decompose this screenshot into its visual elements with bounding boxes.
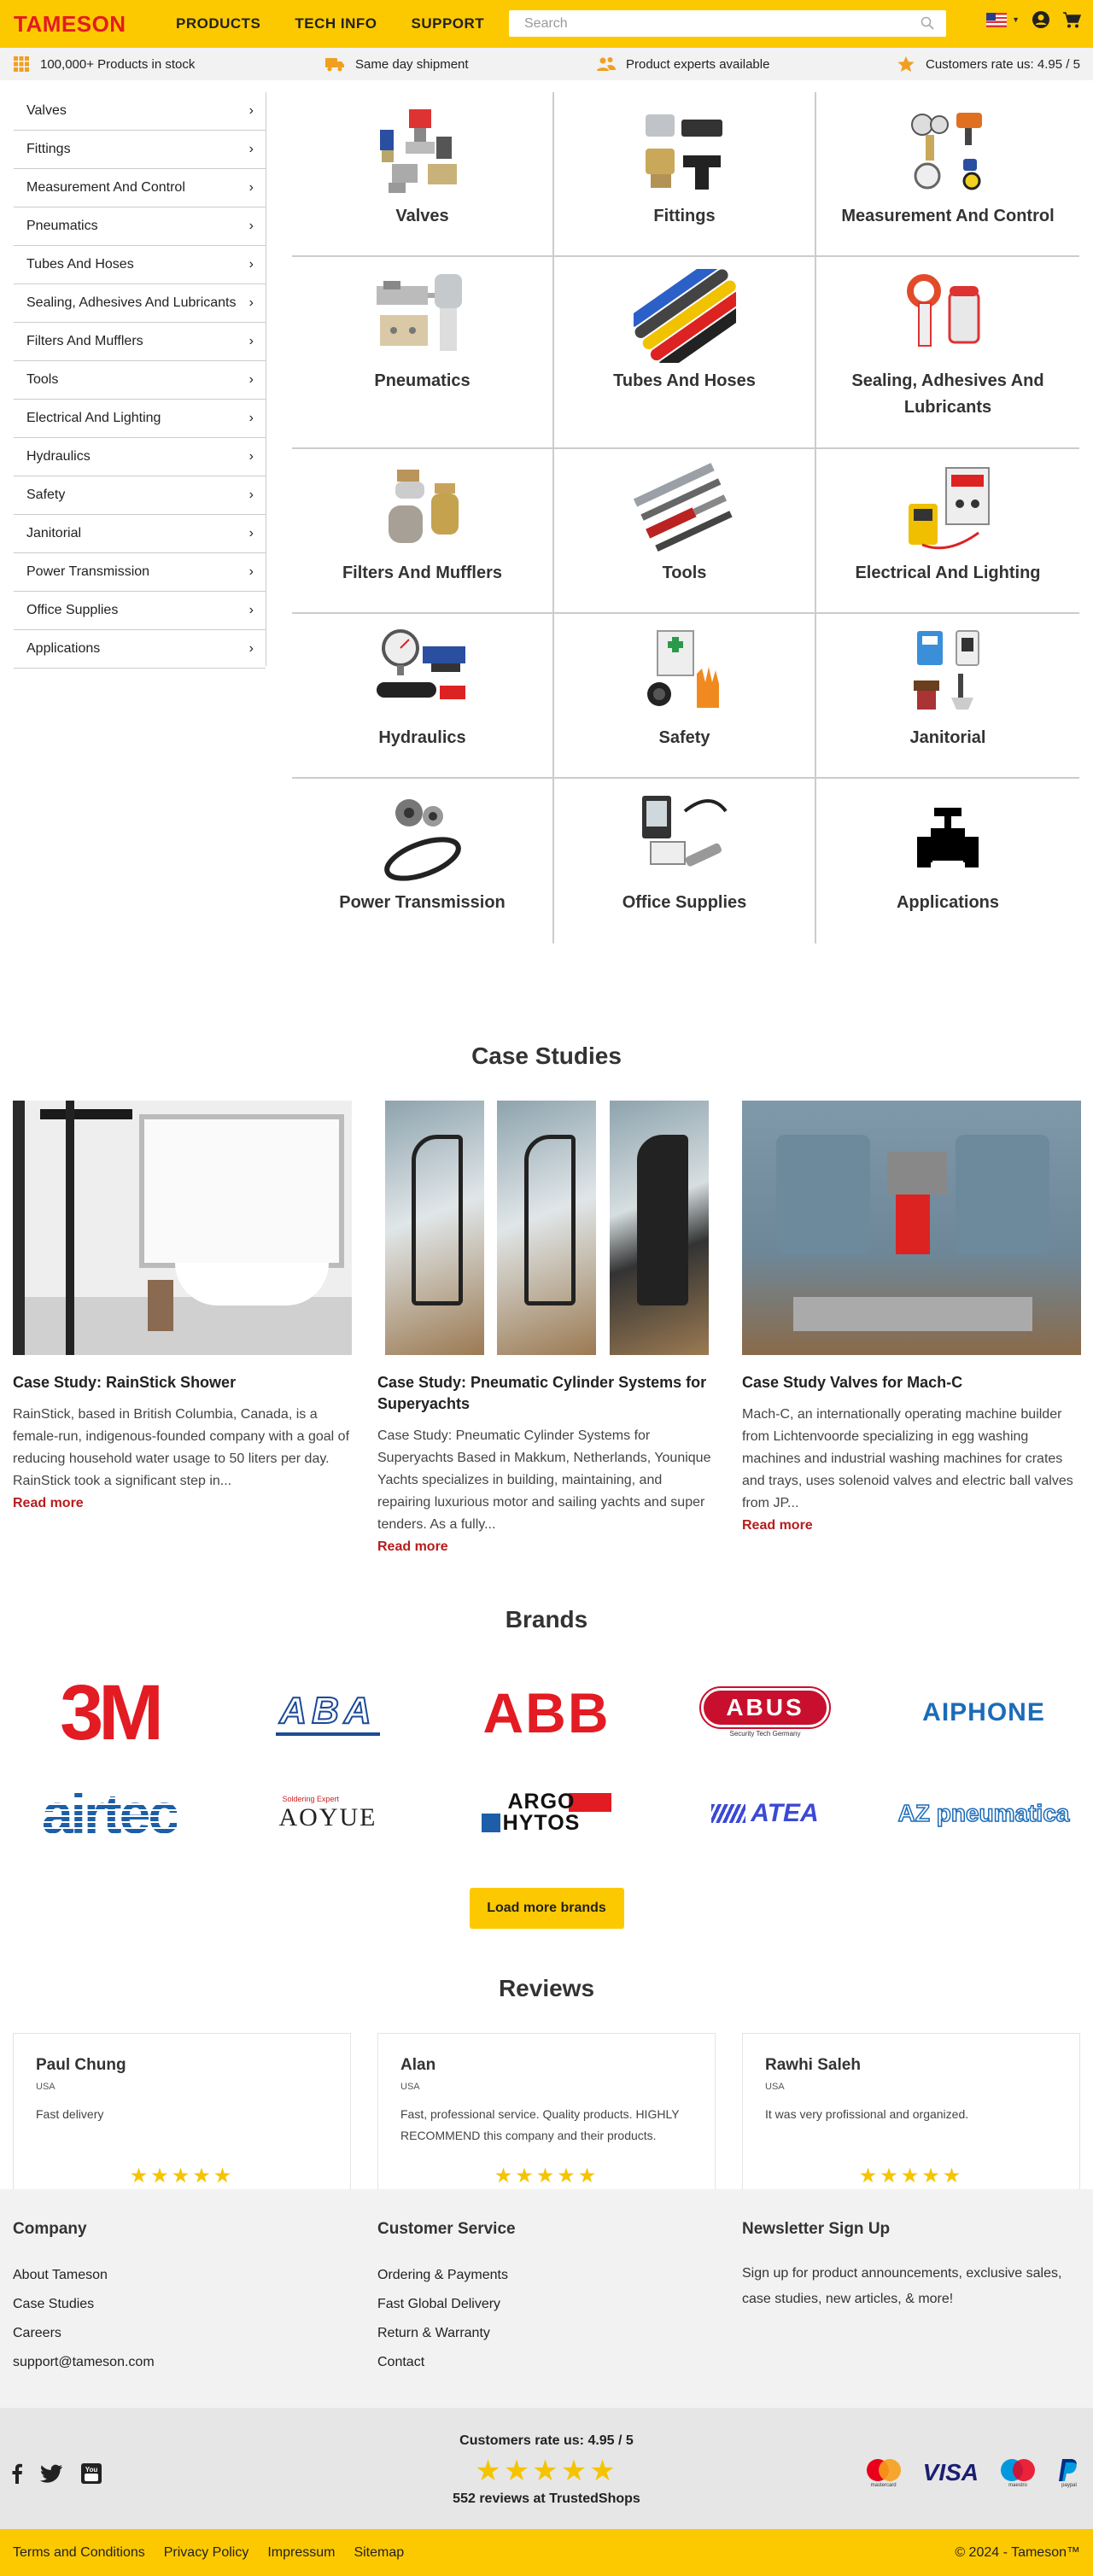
case-studies-title: Case Studies <box>471 1043 622 1069</box>
chevron-right-icon: › <box>248 142 254 156</box>
mastercard-icon <box>863 2457 904 2488</box>
sidebar-item-label: Applications <box>26 641 101 656</box>
applications-image <box>897 791 999 885</box>
sidebar-item-electrical[interactable] <box>14 400 266 438</box>
brands-title: Brands <box>505 1606 588 1633</box>
sidebar-item-label: Filters And Mufflers <box>26 334 143 348</box>
review-text: It was very profissional and organized. <box>765 2107 969 2121</box>
review-stars: ★★★★★ <box>858 2164 964 2188</box>
footer-service <box>377 2189 716 2408</box>
read-more-link[interactable]: Read more <box>742 1518 813 1533</box>
atea-stripes-icon <box>711 1804 745 1823</box>
reviewer-name: Paul Chung <box>36 2056 126 2074</box>
reviews-section <box>0 1975 1093 2207</box>
chevron-right-icon: › <box>248 564 254 579</box>
svg-text:You: You <box>85 2466 98 2474</box>
valves-image <box>371 104 474 198</box>
chevron-right-icon: › <box>248 411 254 425</box>
footer-link-terms[interactable]: Terms and Conditions <box>13 2544 145 2560</box>
case-study-card[interactable] <box>742 1101 1081 1555</box>
brand-az-pneumatica[interactable] <box>874 1763 1093 1864</box>
brand-az-pneumatica-logo: AZ pneumatica <box>897 1800 1070 1826</box>
footer-link-support-email[interactable]: support@tameson.com <box>13 2355 155 2369</box>
footer-link-ordering[interactable]: Ordering & Payments <box>377 2268 508 2282</box>
usp-stock-text: 100,000+ Products in stock <box>40 56 196 72</box>
sidebar-item-label: Hydraulics <box>26 449 91 464</box>
tubes-image <box>634 269 736 363</box>
pneumatics-image <box>371 269 474 363</box>
category-tile-applications[interactable] <box>816 779 1079 943</box>
sidebar-item-label: Sealing, Adhesives And Lubricants <box>26 295 237 310</box>
category-label: Sealing, Adhesives And Lubricants <box>851 371 1044 417</box>
main-nav <box>176 15 484 32</box>
measurement-image <box>897 104 999 198</box>
filters-image <box>371 461 474 555</box>
chevron-right-icon: › <box>248 526 254 540</box>
case-study-title[interactable]: Case Study: RainStick Shower <box>13 1374 237 1391</box>
usp-experts <box>597 55 769 73</box>
case-studies-list <box>0 1101 1093 1555</box>
brand-atea[interactable] <box>656 1763 874 1864</box>
sidebar-item-power-transmission[interactable] <box>14 553 266 592</box>
brand-aiphone[interactable] <box>874 1662 1093 1763</box>
usp-shipment-text: Same day shipment <box>355 56 469 72</box>
review-text: Fast, professional service. Quality products. HIGHLY RECOMMEND this company and their products. <box>400 2107 680 2142</box>
janitorial-image <box>897 626 999 720</box>
us-flag-icon <box>986 13 1007 27</box>
brand-argo-hytos[interactable] <box>437 1763 656 1864</box>
office-supplies-image <box>634 791 736 885</box>
search-icon[interactable] <box>921 16 934 30</box>
people-icon <box>597 55 616 73</box>
reviews-title: Reviews <box>498 1975 595 2001</box>
footer-newsletter-title: Newsletter Sign Up <box>742 2220 891 2238</box>
brand-aiphone-logo: AIPHONE <box>922 1698 1045 1726</box>
usp-rating <box>897 55 1080 73</box>
case-study-excerpt: Mach-C, an internationally operating machine builder from Lichtenvoorde specializing in egg washing machines and industrial washing machines for crates and trays, uses solenoid valves and electric ball valves from JP... <box>742 1407 1073 1510</box>
reviewer-country: USA <box>765 2082 785 2092</box>
category-tile-fittings[interactable] <box>554 92 816 257</box>
maestro-icon <box>997 2457 1038 2488</box>
case-study-title[interactable]: Case Study: Pneumatic Cylinder Systems for Superyachts <box>377 1374 707 1412</box>
visa-icon: VISA <box>922 2459 979 2485</box>
category-label: Valves <box>395 207 449 225</box>
nav-products[interactable]: PRODUCTS <box>176 15 261 32</box>
sidebar-item-label: Janitorial <box>26 526 82 540</box>
footer-rating-text: Customers rate us: 4.95 / 5 <box>459 2433 634 2448</box>
sidebar-item-label: Pneumatics <box>26 219 98 233</box>
brand-aoyue[interactable] <box>219 1763 437 1864</box>
chevron-right-icon: › <box>248 372 254 387</box>
grid-icon <box>13 55 30 73</box>
category-label: Measurement And Control <box>841 207 1055 225</box>
caret-down-icon: ▼ <box>1012 15 1020 24</box>
sidebar-item-filters[interactable] <box>14 323 266 361</box>
brand-aoyue-tagline: Soldering Expert <box>282 1795 340 1803</box>
category-label: Fittings <box>653 207 716 225</box>
header-actions <box>986 10 1081 29</box>
sidebar-item-pneumatics[interactable] <box>14 207 266 246</box>
mastercard-label: mastercard <box>870 2483 897 2488</box>
superyacht-cylinder-image <box>377 1101 716 1355</box>
sidebar-item-applications[interactable] <box>14 630 266 669</box>
category-tile-tools[interactable] <box>554 449 816 614</box>
brand-airtec-logo: airtec <box>41 1782 178 1845</box>
cart-icon[interactable] <box>1062 10 1081 29</box>
brand-argo-hytos-logo: ARGO HYTOS <box>502 1790 581 1835</box>
footer-link-contact[interactable]: Contact <box>377 2355 425 2369</box>
sidebar-item-label: Valves <box>26 103 67 118</box>
load-more-brands-button[interactable]: Load more brands <box>470 1888 624 1929</box>
brand-aoyue-logo: AOYUE <box>278 1803 377 1831</box>
chevron-right-icon: › <box>248 219 254 233</box>
brand-3m-logo: 3M <box>60 1668 159 1756</box>
search-input[interactable] <box>509 10 946 37</box>
review-text: Fast delivery <box>36 2107 104 2121</box>
reviewer-country: USA <box>400 2082 420 2092</box>
mach-c-valves-image <box>742 1101 1081 1355</box>
category-label: Janitorial <box>909 728 986 747</box>
chevron-right-icon: › <box>248 449 254 464</box>
case-study-card[interactable] <box>377 1101 716 1555</box>
fittings-image <box>634 104 736 198</box>
brand-atea-logo: ATEA <box>751 1799 819 1827</box>
sidebar-item-janitorial[interactable] <box>14 515 266 553</box>
chevron-right-icon: › <box>248 603 254 617</box>
brand-abb[interactable] <box>437 1662 656 1763</box>
brand-abus[interactable] <box>656 1662 874 1763</box>
sidebar-item-tubes[interactable] <box>14 246 266 284</box>
usp-bar <box>0 48 1093 80</box>
chevron-right-icon: › <box>248 295 254 310</box>
footer-company <box>13 2189 351 2408</box>
footer-link-delivery[interactable]: Fast Global Delivery <box>377 2297 501 2311</box>
footer-link-impressum[interactable]: Impressum <box>267 2544 336 2560</box>
footer-newsletter <box>742 2189 1080 2408</box>
case-study-excerpt: Case Study: Pneumatic Cylinder Systems for Superyachts Based in Makkum, Netherlands, Younique Yachts specializes in building, maintaining, and repairing luxurious motor and sailing yachts and super tenders. As a fully... <box>377 1428 711 1532</box>
logo[interactable]: TAMESON <box>14 10 126 37</box>
brand-airtec[interactable] <box>0 1763 219 1864</box>
reviewer-country: USA <box>36 2082 56 2092</box>
category-tile-measurement[interactable] <box>816 92 1079 257</box>
header <box>0 0 1093 48</box>
category-tile-electrical[interactable] <box>816 449 1079 614</box>
case-studies-section <box>0 1043 1093 1555</box>
footer-rating-stars: ★★★★★ <box>475 2455 618 2487</box>
paypal-label: paypal <box>1061 2483 1077 2488</box>
read-more-link[interactable]: Read more <box>13 1496 84 1510</box>
category-tile-valves[interactable] <box>292 92 554 257</box>
sidebar-item-measurement[interactable] <box>14 169 266 207</box>
review-card <box>742 2033 1080 2207</box>
brand-abb-logo: ABB <box>482 1681 611 1744</box>
truck-icon <box>324 55 345 73</box>
footer-bottom-bar <box>0 2529 1093 2576</box>
nav-support[interactable]: SUPPORT <box>411 15 485 32</box>
chevron-right-icon: › <box>248 103 254 118</box>
case-study-card[interactable] <box>13 1101 352 1555</box>
sidebar-item-valves[interactable] <box>14 92 266 131</box>
sidebar-item-fittings[interactable] <box>14 131 266 169</box>
chevron-right-icon: › <box>248 488 254 502</box>
review-stars: ★★★★★ <box>129 2164 235 2188</box>
category-tile-pneumatics[interactable] <box>292 257 554 449</box>
category-label: Electrical And Lighting <box>855 564 1041 582</box>
sidebar-item-label: Office Supplies <box>26 603 119 617</box>
paypal-icon <box>1057 2457 1081 2488</box>
payment-methods <box>863 2457 1081 2488</box>
star-icon <box>897 55 915 73</box>
chevron-right-icon: › <box>248 334 254 348</box>
review-card <box>13 2033 351 2207</box>
reviewer-name: Rawhi Saleh <box>765 2056 861 2074</box>
footer-newsletter-text: Sign up for product announcements, exclusive sales, case studies, new articles, & more! <box>742 2266 1062 2306</box>
footer-link-privacy[interactable]: Privacy Policy <box>163 2544 249 2560</box>
reviews-list <box>0 2033 1093 2207</box>
tools-image <box>634 461 736 555</box>
category-label: Applications <box>896 893 999 912</box>
usp-rating-text: Customers rate us: 4.95 / 5 <box>926 56 1080 72</box>
category-tile-tubes[interactable] <box>554 257 816 449</box>
sidebar-item-sealing[interactable] <box>14 284 266 323</box>
review-card <box>377 2033 716 2207</box>
chevron-right-icon: › <box>248 641 254 656</box>
category-tile-janitorial[interactable] <box>816 614 1079 779</box>
footer-rating-reviews[interactable]: 552 reviews at TrustedShops <box>453 2491 640 2506</box>
footer-link-case-studies[interactable]: Case Studies <box>13 2297 95 2311</box>
search-placeholder: Search <box>524 15 568 31</box>
footer-company-title: Company <box>13 2220 87 2238</box>
brand-3m[interactable] <box>0 1662 219 1763</box>
brand-aba[interactable] <box>219 1662 437 1763</box>
usp-experts-text: Product experts available <box>626 56 770 72</box>
case-study-excerpt: RainStick, based in British Columbia, Canada, is a female-run, indigenous-founded company with a goal of reducing household water usage to 50 liters per day. RainStick took a significant step in... <box>13 1407 350 1488</box>
usp-shipment <box>324 55 469 73</box>
sealing-image <box>897 269 999 363</box>
footer <box>0 2189 1093 2408</box>
sidebar-item-tools[interactable] <box>14 361 266 400</box>
sidebar-item-label: Safety <box>26 488 66 502</box>
chevron-right-icon: › <box>248 180 254 195</box>
sidebar-item-label: Tools <box>26 372 59 387</box>
brand-abus-tagline: Security Tech Germany <box>729 1730 801 1738</box>
sidebar-item-hydraulics[interactable] <box>14 438 266 476</box>
sidebar-item-label: Fittings <box>26 142 71 156</box>
category-label: Office Supplies <box>622 893 747 912</box>
category-label: Filters And Mufflers <box>342 564 503 582</box>
hydraulics-image <box>371 626 474 720</box>
category-tile-power-transmission[interactable] <box>292 779 554 943</box>
brand-abus-logo: ABUS <box>726 1694 804 1720</box>
brand-aba-logo: ABA <box>279 1690 377 1732</box>
case-study-title[interactable]: Case Study Valves for Mach-C <box>742 1374 963 1391</box>
category-label: Safety <box>658 728 710 747</box>
power-transmission-image <box>371 791 474 885</box>
electrical-image <box>897 461 999 555</box>
rainstick-shower-image <box>13 1101 352 1355</box>
usp-stock <box>13 55 195 73</box>
category-tile-sealing[interactable] <box>816 257 1079 449</box>
footer-service-title: Customer Service <box>377 2220 516 2238</box>
category-grid <box>292 92 1079 943</box>
language-selector[interactable] <box>986 13 1020 27</box>
reviewer-name: Alan <box>400 2056 436 2074</box>
sidebar-item-office-supplies[interactable] <box>14 592 266 630</box>
footer-rating-bar <box>0 2408 1093 2529</box>
brand-grid <box>0 1662 1093 1864</box>
main-section <box>0 92 1093 943</box>
category-tile-filters[interactable] <box>292 449 554 614</box>
category-label: Hydraulics <box>378 728 466 747</box>
footer-link-careers[interactable]: Careers <box>13 2326 61 2340</box>
brands-section <box>0 1606 1093 1929</box>
sidebar-item-label: Electrical And Lighting <box>26 411 161 425</box>
sidebar-item-label: Measurement And Control <box>26 180 185 195</box>
category-tile-hydraulics[interactable] <box>292 614 554 779</box>
category-sidebar <box>14 92 266 666</box>
chevron-right-icon: › <box>248 257 254 272</box>
sidebar-item-label: Power Transmission <box>26 564 150 579</box>
safety-image <box>634 626 736 720</box>
category-label: Power Transmission <box>339 893 506 912</box>
sidebar-item-label: Tubes And Hoses <box>26 257 134 272</box>
category-label: Tools <box>662 564 707 582</box>
read-more-link[interactable]: Read more <box>377 1539 448 1554</box>
footer-link-sitemap[interactable]: Sitemap <box>354 2544 405 2560</box>
category-label: Pneumatics <box>374 371 471 390</box>
maestro-label: maestro <box>1008 2483 1027 2488</box>
footer-link-return[interactable]: Return & Warranty <box>377 2326 490 2340</box>
nav-tech-info[interactable]: TECH INFO <box>295 15 377 32</box>
review-stars: ★★★★★ <box>494 2164 599 2188</box>
sidebar-item-safety[interactable] <box>14 476 266 515</box>
category-tile-office-supplies[interactable] <box>554 779 816 943</box>
footer-link-about[interactable]: About Tameson <box>13 2268 108 2282</box>
category-tile-safety[interactable] <box>554 614 816 779</box>
account-icon[interactable] <box>1032 10 1050 29</box>
category-label: Tubes And Hoses <box>613 371 756 390</box>
copyright: © 2024 - Tameson™ <box>955 2544 1080 2560</box>
